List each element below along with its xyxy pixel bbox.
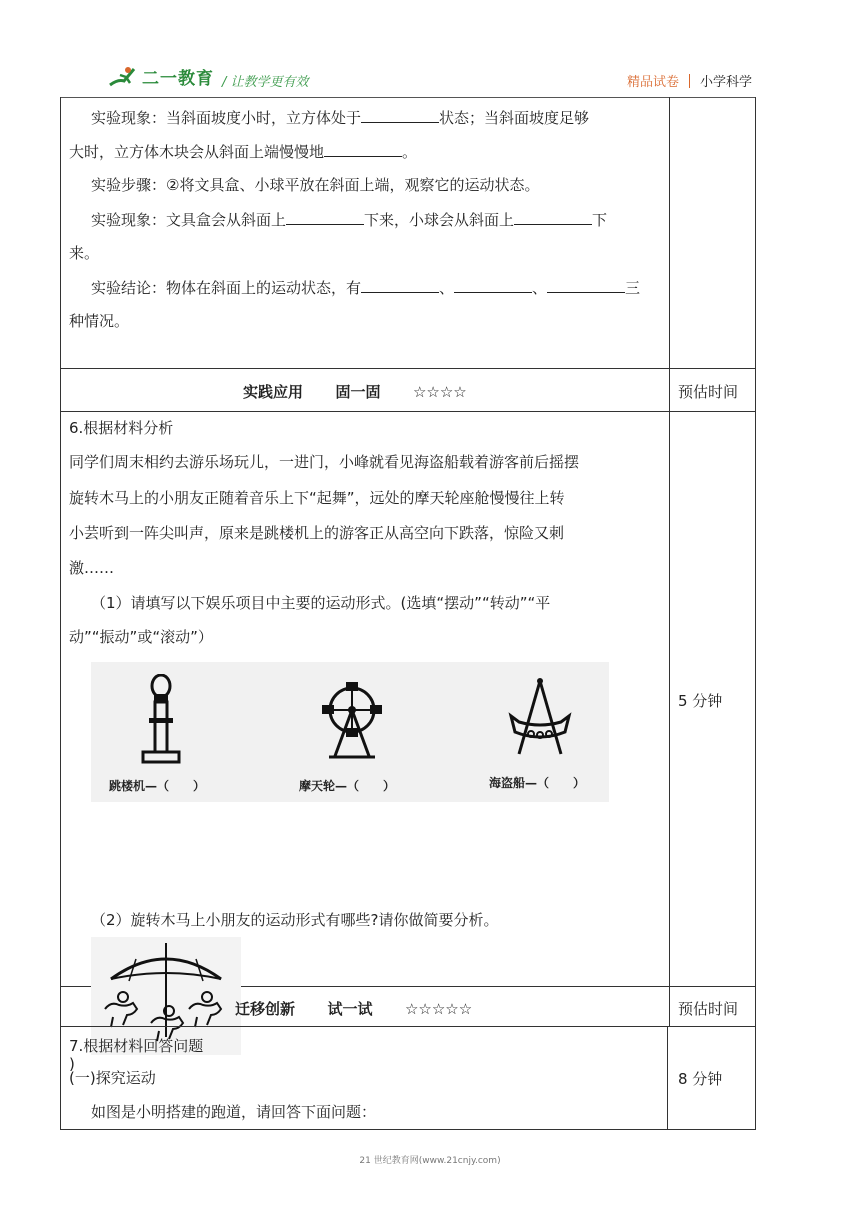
text-line [91, 209, 607, 230]
phenomenon-1-cont: 状态；当斜面坡度足够 [439, 109, 590, 127]
column-divider [669, 987, 670, 1026]
text-line [69, 311, 129, 331]
question7-line: 如图是小明搭建的跑道，请回答下面问题： [91, 1103, 377, 1121]
conclusion: 实验结论：物体在斜面上的运动状态，有 [91, 279, 362, 297]
phenomenon-1: 实验现象：当斜面坡度小时，立方体处于 [91, 109, 362, 127]
phenomenon-3-end: 下 [592, 211, 608, 229]
answer-blank[interactable] [324, 141, 402, 157]
runner-logo-icon [108, 65, 138, 89]
period: 。 [402, 143, 418, 161]
ferris-wheel-icon [319, 680, 385, 760]
header-right [627, 71, 752, 90]
answer-blank[interactable] [514, 209, 592, 225]
answer-blank[interactable] [547, 277, 625, 293]
sub-question-1: （1）请填写以下娱乐项目中主要的运动形式。(选填“摆动”“转动”“平 [91, 594, 551, 612]
question7-part: (一)探究运动 [69, 1069, 156, 1087]
material-line: 激…… [69, 559, 115, 577]
column-divider [669, 412, 670, 986]
phenomenon-3-wrap: 来。 [69, 244, 100, 262]
closing-paren: ) [69, 1055, 75, 1073]
ferris-wheel-label: 摩天轮—（ ） [299, 779, 396, 793]
header-label: 精品试卷 [626, 75, 679, 90]
text-line [91, 277, 640, 298]
rides-figure [91, 662, 609, 802]
question6-time: 5 分钟 [678, 692, 723, 710]
column-divider [667, 1027, 668, 1129]
page-header [60, 58, 756, 98]
material-line: 小芸听到一阵尖叫声，原来是跳楼机上的游客正从高空向下跌落，惊险又刺 [69, 524, 565, 542]
material-line: 旋转木马上的小朋友正随着音乐上下“起舞”，远处的摩天轮座舱慢慢往上转 [69, 489, 565, 507]
text-line [69, 141, 417, 162]
answer-blank[interactable] [361, 277, 439, 293]
header-divider [689, 74, 690, 88]
star-rating: ☆☆☆☆ [412, 383, 467, 401]
transfer-subtitle: 试一试 [327, 1000, 373, 1018]
practice-header-row [60, 369, 756, 412]
slogan-text: 让教学更有效 [230, 75, 309, 90]
answer-blank[interactable] [286, 209, 364, 225]
practice-subtitle: 固一固 [335, 383, 381, 401]
drop-tower-label: 跳楼机—（ ） [109, 779, 206, 793]
transfer-title-text: 迁移创新 [235, 1000, 296, 1018]
phenomenon-2: 大时，立方体木块会从斜面上端慢慢地 [69, 143, 325, 161]
practice-title-text: 实践应用 [243, 383, 304, 401]
column-divider [669, 97, 670, 368]
question-title: 6.根据材料分析 [69, 419, 174, 437]
question7-row [60, 1027, 756, 1130]
answer-blank[interactable] [361, 107, 439, 123]
conclusion-wrap: 种情况。 [69, 312, 130, 330]
question7-time: 8 分钟 [678, 1070, 723, 1088]
column-divider [669, 369, 670, 411]
transfer-title [235, 998, 472, 1019]
phenomenon-3: 实验现象：文具盒会从斜面上 [91, 211, 287, 229]
drop-tower-icon [141, 674, 181, 769]
header-subject: 小学科学 [699, 75, 752, 90]
logo-text: 二一教育 [142, 69, 214, 89]
comma: 、 [439, 279, 455, 297]
material-line: 同学们周末相约去游乐场玩儿，一进门，小峰就看见海盗船载着游客前后摇摆 [69, 453, 580, 471]
transfer-header-row [60, 987, 756, 1027]
time-header: 预估时间 [678, 383, 739, 401]
pirate-ship-label: 海盗船—（ ） [489, 776, 586, 790]
text-line [69, 243, 99, 263]
practice-title [243, 381, 467, 402]
sub-question-1-cont: 动”“振动”或“滚动”） [69, 628, 213, 646]
question-title: 7.根据材料回答问题 [69, 1037, 204, 1055]
phenomenon-3-cont: 下来，小球会从斜面上 [364, 211, 515, 229]
star-rating: ☆☆☆☆☆ [404, 1000, 473, 1018]
conclusion-cont: 三 [625, 279, 641, 297]
answer-blank[interactable] [454, 277, 532, 293]
sub-question-2: （2）旋转木马上小朋友的运动形式有哪些?请你做简要分析。 [91, 911, 499, 929]
slogan: / 让教学更有效 [222, 75, 309, 90]
logo [108, 64, 214, 89]
experiment-row [60, 97, 756, 369]
page-footer: 21 世纪教育网(www.21cnjy.com) [359, 1156, 501, 1166]
pirate-ship-icon [505, 676, 575, 758]
text-line [91, 107, 589, 128]
comma: 、 [532, 279, 548, 297]
text-line [91, 175, 539, 195]
step-2: 实验步骤：②将文具盒、小球平放在斜面上端，观察它的运动状态。 [91, 176, 540, 194]
time-header: 预估时间 [678, 1000, 739, 1018]
